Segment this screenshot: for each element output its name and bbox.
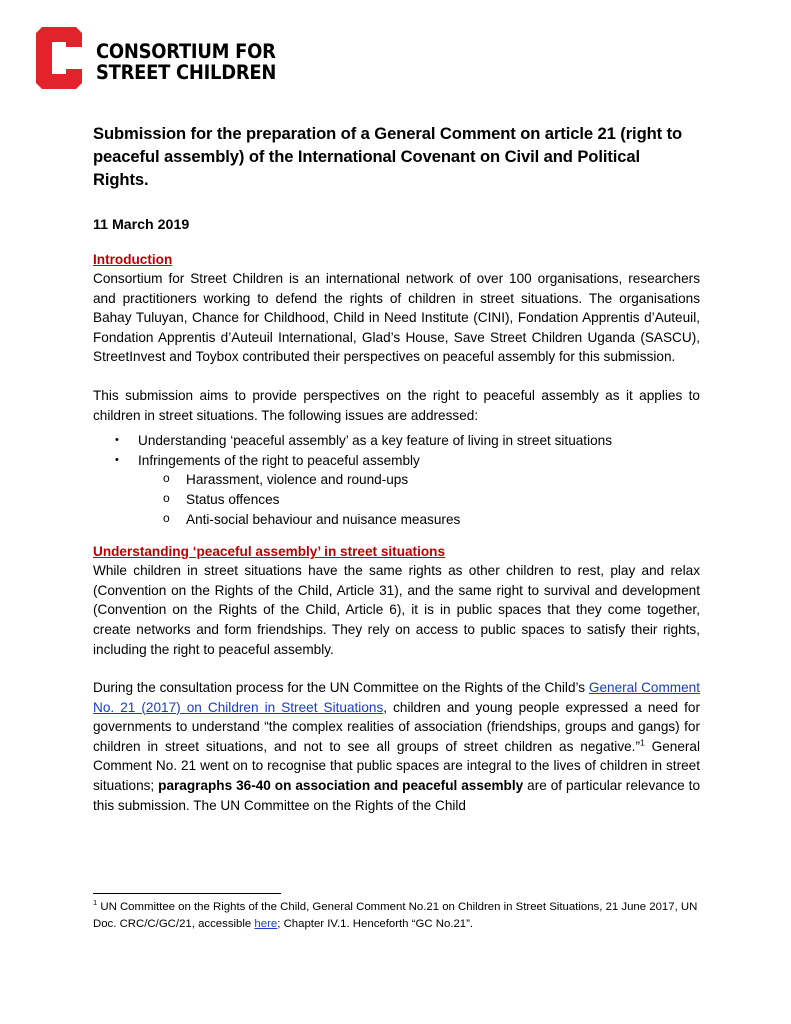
section2-paragraph-2 <box>93 678 700 815</box>
logo-line-2: STREET CHILDREN <box>96 61 277 84</box>
sub-list-item: o Harassment, violence and round-ups <box>138 470 700 490</box>
text-run: UN Committee on the Rights of the Child, General Comment No.21 on Children in Street Situations, 21 June 2017, UN Doc. CRC/C/GC/21, accessible <box>93 901 698 930</box>
text-run: During the consultation process for the UN Committee on the Rights of the Child’s <box>93 680 589 696</box>
text-run: are of particular relevance to this submission. The UN Committee on the Rights of the Child <box>93 778 701 813</box>
list-item: • Understanding ‘peaceful assembly’ as a key feature of living in street situations <box>93 431 700 451</box>
list-item-label: Infringements of the right to peaceful assembly <box>138 452 420 468</box>
organization-logo <box>36 27 276 89</box>
footnote-separator <box>93 893 281 894</box>
logo-wordmark <box>96 41 276 83</box>
list-item <box>93 451 700 529</box>
document-title: Submission for the preparation of a General Comment on article 21 (right to peaceful assembly) of the International Covenant on Civil and Political Rights. <box>93 124 683 189</box>
text-run: , children and young people expressed a need for governments to understand “the complex realities of association (friendships, groups and gangs) for children in street situations, and not to see all groups of street children as negative.” <box>93 699 700 754</box>
bold-text-run: paragraphs 36-40 on association and peaceful assembly <box>158 778 524 794</box>
logo-mark-icon <box>36 27 82 89</box>
sub-issues-list <box>138 470 700 529</box>
logo-line-1: CONSORTIUM FOR <box>96 40 276 63</box>
issues-list <box>93 431 700 529</box>
intro-paragraph-2: This submission aims to provide perspectives on the right to peaceful assembly as it applies to children in street situations. The following issues are addressed: <box>93 387 700 423</box>
intro-paragraph-1: Consortium for Street Children is an international network of over 100 organisations, researchers and practitioners working to defend the rights of children in street situations. The organisations Bahay Tuluyan, Chance for Childhood, Child in Need Institute (CINI), Fondation Apprentis d’Auteuil, Fondation Apprentis d’Auteuil International, Glad’s House, Save Street Children Uganda (SASCU), StreetInvest and Toybox contributed their perspectives on peaceful assembly for this submission. <box>93 271 700 365</box>
section-heading-peaceful-assembly: Understanding ‘peaceful assembly’ in street situations <box>93 544 446 560</box>
text-run: ; Chapter IV.1. Henceforth “GC No.21”. <box>277 917 474 930</box>
general-comment-link[interactable]: General Comment No. 21 (2017) on Children in Street Situations <box>93 680 700 715</box>
sub-list-item: o Anti-social behaviour and nuisance measures <box>138 510 700 530</box>
footnote <box>93 899 700 932</box>
section2-paragraph-1: While children in street situations have the same rights as other children to rest, play and relax (Convention on the Rights of the Child, Article 31), and the same right to survival and development (Convention on the Rights of the Child, Article 6), it is in public spaces that they come together, create networks and form friendships. They rely on access to public spaces to satisfy their rights, including the right to peaceful assembly. <box>93 563 700 657</box>
document-body <box>93 122 700 815</box>
sub-list-item: o Status offences <box>138 490 700 510</box>
text-run: General Comment No. 21 went on to recognise that public spaces are integral to the lives of children in street situations; <box>93 738 700 794</box>
footnote-reference[interactable]: 1 <box>640 737 645 748</box>
document-date: 11 March 2019 <box>93 217 190 233</box>
footnote-marker: 1 <box>93 898 98 908</box>
section-heading-introduction: Introduction <box>93 252 173 267</box>
footnote-here-link[interactable]: here <box>254 917 278 930</box>
